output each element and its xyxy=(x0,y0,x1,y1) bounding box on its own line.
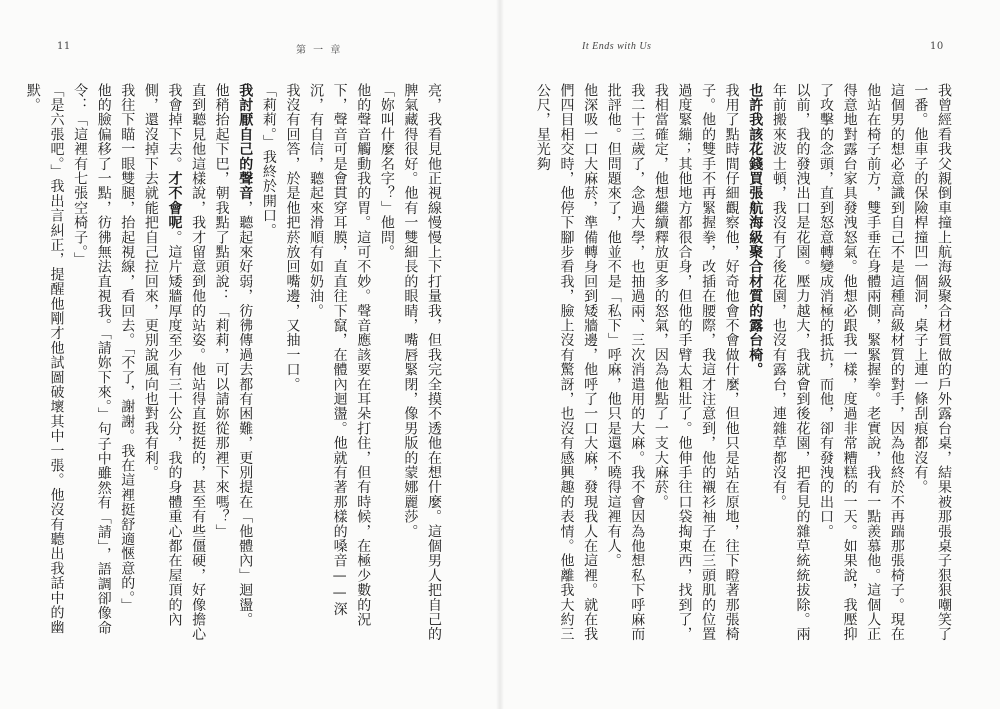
paragraph: 他稍抬起下巴，朝我點了點頭說：「莉莉，可以請妳從那裡下來嗎？」 xyxy=(213,83,230,539)
emphasized-phrase: 才不會呢 xyxy=(166,171,183,231)
paragraph: 「莉莉。」我終於開口。 xyxy=(260,83,277,238)
paragraph-with-emphasis: 直到聽見他這樣說，我才留意到他的站姿。他站得直挺挺的，甚至有些僵硬，好像擔心我會掉下去。才不會呢。這片矮牆厚度至少有三十公分，我的身體重心都在屋頂的內側，還沒掉下去就能把自己拉回來，更別說風向也對我有利。 xyxy=(142,83,207,642)
paragraph: 這個男的想必意識到自己不是這種高級材質的對手，因為他終於不再踹那張椅子。現在他站在椅子前方，雙手垂在身體兩側，緊緊握拳。老實說，我有一點羨慕他。這個人正得意地對露台家具發洩怒氣。他想必跟我一樣，度過非常糟糕的一天。如果說，我壓抑了攻擊的念頭，直到怒意轉變成消極的抵抗，而他，卻有發洩的出口。 xyxy=(818,83,905,642)
emphasized-phrase: 我討厭自己的聲音 xyxy=(237,83,254,201)
left-page-number: 11 xyxy=(57,41,71,52)
paragraph: 「是六張吧。」我出言糾正，提醒他剛才他試圖破壞其中一張。他沒有聽出我話中的幽默。 xyxy=(24,83,65,635)
book-gutter xyxy=(496,0,504,709)
right-page-number: 10 xyxy=(930,41,944,52)
right-page-text xyxy=(534,83,955,643)
paragraph: 「妳叫什麼名字？」他問。 xyxy=(378,83,395,260)
chapter-title: 第 一 章 xyxy=(296,45,343,56)
paragraph: 我往下瞄一眼雙腿，抬起視線，看回去。「不了，謝謝。我在這裡挺舒適愜意的。」 xyxy=(119,83,136,613)
paragraph: 我二十三歲了，念過大學，也抽過兩、三次消遣用的大麻。我不會因為他想私下呼麻而批評他。但問題來了，他並不是「私下」呼麻，他只是還不曉得這裡有人。 xyxy=(605,83,646,642)
left-page-text xyxy=(24,83,445,643)
emphasized-paragraph: 也許我該花錢買張航海級聚合材質的露台椅。 xyxy=(747,83,764,377)
book-title: It Ends with Us xyxy=(582,41,652,52)
paragraph: 他深吸一口大麻菸，準備轉身回到矮牆邊，他呼了一口大麻，發現我人在這裡。就在我們四目相交時，他停下腳步看我，臉上沒有驚訝，也沒有感興趣的表情。他離我大約三公尺，星光夠 xyxy=(534,83,599,642)
paragraph: 我沒有回答，於是他把菸放回嘴邊，又抽一口。 xyxy=(284,83,301,392)
paragraph: 他的聲音觸動我的胃。這可不妙。聲音應該要在耳朵打住，但有時候，在極少數的況下，聲音可是會貫穿耳膜，直直往下竄，在體內迴盪。他就有著那樣的嗓音——深沉，有自信，聽起來滑順有如奶油。 xyxy=(308,83,372,627)
paragraph: 我曾經看我父親倒車撞上航海級聚合材質做的戶外露台桌，結果被那張桌子狠狠嘲笑了一番。他車子的保險桿撞凹一個洞，桌子上連一條刮痕都沒有。 xyxy=(912,83,952,642)
paragraph: 亮，我看見他正視線慢慢上下打量我，但我完全摸不透他在想什麼。這個男人把自己的脾氣藏得很好。他有一雙細長的眼睛，嘴唇緊閉，像男版的蒙娜麗莎。 xyxy=(402,83,442,642)
paragraph-with-emphasis: 我討厭自己的聲音，聽起來好弱，彷彿傳過去都有困難，更別提在「他體內」迴盪。 xyxy=(237,83,254,627)
paragraph: 以前，我的發洩出口是花園。壓力越大，我就會到後花園，把看見的雜草統統拔除。兩年前搬來波士頓，我沒有了後花園，也沒有露台，連雜草都沒有。 xyxy=(770,83,811,642)
paragraph: 我用了點時間仔細觀察他，好奇他會不會做什麼，但他只是站在原地，往下瞪著那張椅子。他的雙手不再緊握拳，改插在腰際，我這才注意到，他的襯衫袖子在三頭肌的位置過度緊繃；其他地方都很合身，但他的手臂太粗壯了。他伸手往口袋掏東西，找到了，我相當確定，他想繼續釋放更多的怒氣，因為他點了一支大麻菸。 xyxy=(652,83,740,642)
paragraph: 他的臉偏移了一點，彷彿無法直視我。「請妳下來。」句子中雖然有「請」，語調卻像命令：「這裡有七張空椅子。」 xyxy=(72,83,112,636)
